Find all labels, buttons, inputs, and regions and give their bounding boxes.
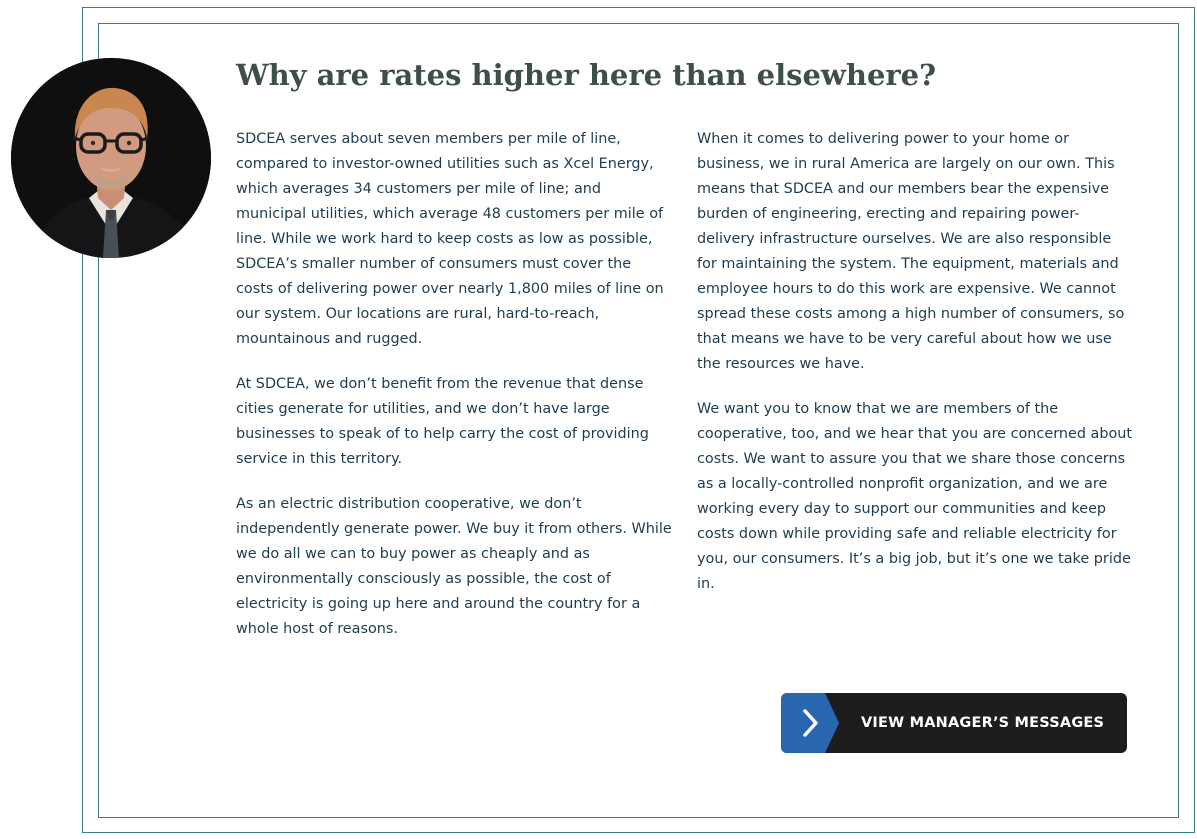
chevron-right-icon bbox=[781, 693, 841, 753]
left-column bbox=[236, 127, 672, 662]
view-managers-messages-button[interactable] bbox=[781, 693, 1127, 753]
paragraph: At SDCEA, we don’t benefit from the revenue that dense cities generate for utilities, and we don’t have large businesses to speak of to help carry the cost of providing service in this territory. bbox=[236, 376, 649, 467]
paragraph: When it comes to delivering power to your home or business, we in rural America are largely on our own. This means that SDCEA and our members bear the expensive burden of engineering, erecting and repairing power-delivery infrastructure ourselves. We are also responsible for maintaining the system. The equipment, materials and employee hours to do this work are expensive. We cannot spread these costs among a high number of consumers, so that means we have to be very careful about how we use the resources we have. bbox=[697, 131, 1125, 372]
manager-portrait-image bbox=[11, 58, 211, 258]
paragraph: We want you to know that we are members of the cooperative, too, and we hear that you are concerned about costs. We want to assure you that we share those concerns as a locally-controlled nonprofit organization, and we are working every day to support our communities and keep costs down while providing safe and reliable electricity for you, our consumers. It’s a big job, but it’s one we take pride in. bbox=[697, 401, 1133, 592]
paragraph: As an electric distribution cooperative, we don’t independently generate power. We buy it from others. While we do all we can to buy power as cheaply and as environmentally consciously as possible, the cost of electricity is going up here and around the country for a whole host of reasons. bbox=[236, 496, 672, 637]
manager-avatar bbox=[11, 58, 211, 258]
paragraph: SDCEA serves about seven members per mile of line, compared to investor-owned utilities such as Xcel Energy, which averages 34 customers per mile of line; and municipal utilities, which average 48 customers per mile of line. While we work hard to keep costs as low as possible, SDCEA’s smaller number of consumers must cover the costs of delivering power over nearly 1,800 miles of line on our system. Our locations are rural, hard-to-reach, mountainous and rugged. bbox=[236, 131, 664, 347]
page-title: Why are rates higher here than elsewhere? bbox=[236, 58, 937, 92]
right-column bbox=[697, 127, 1133, 617]
cta-label: VIEW MANAGER’S MESSAGES bbox=[861, 715, 1105, 731]
